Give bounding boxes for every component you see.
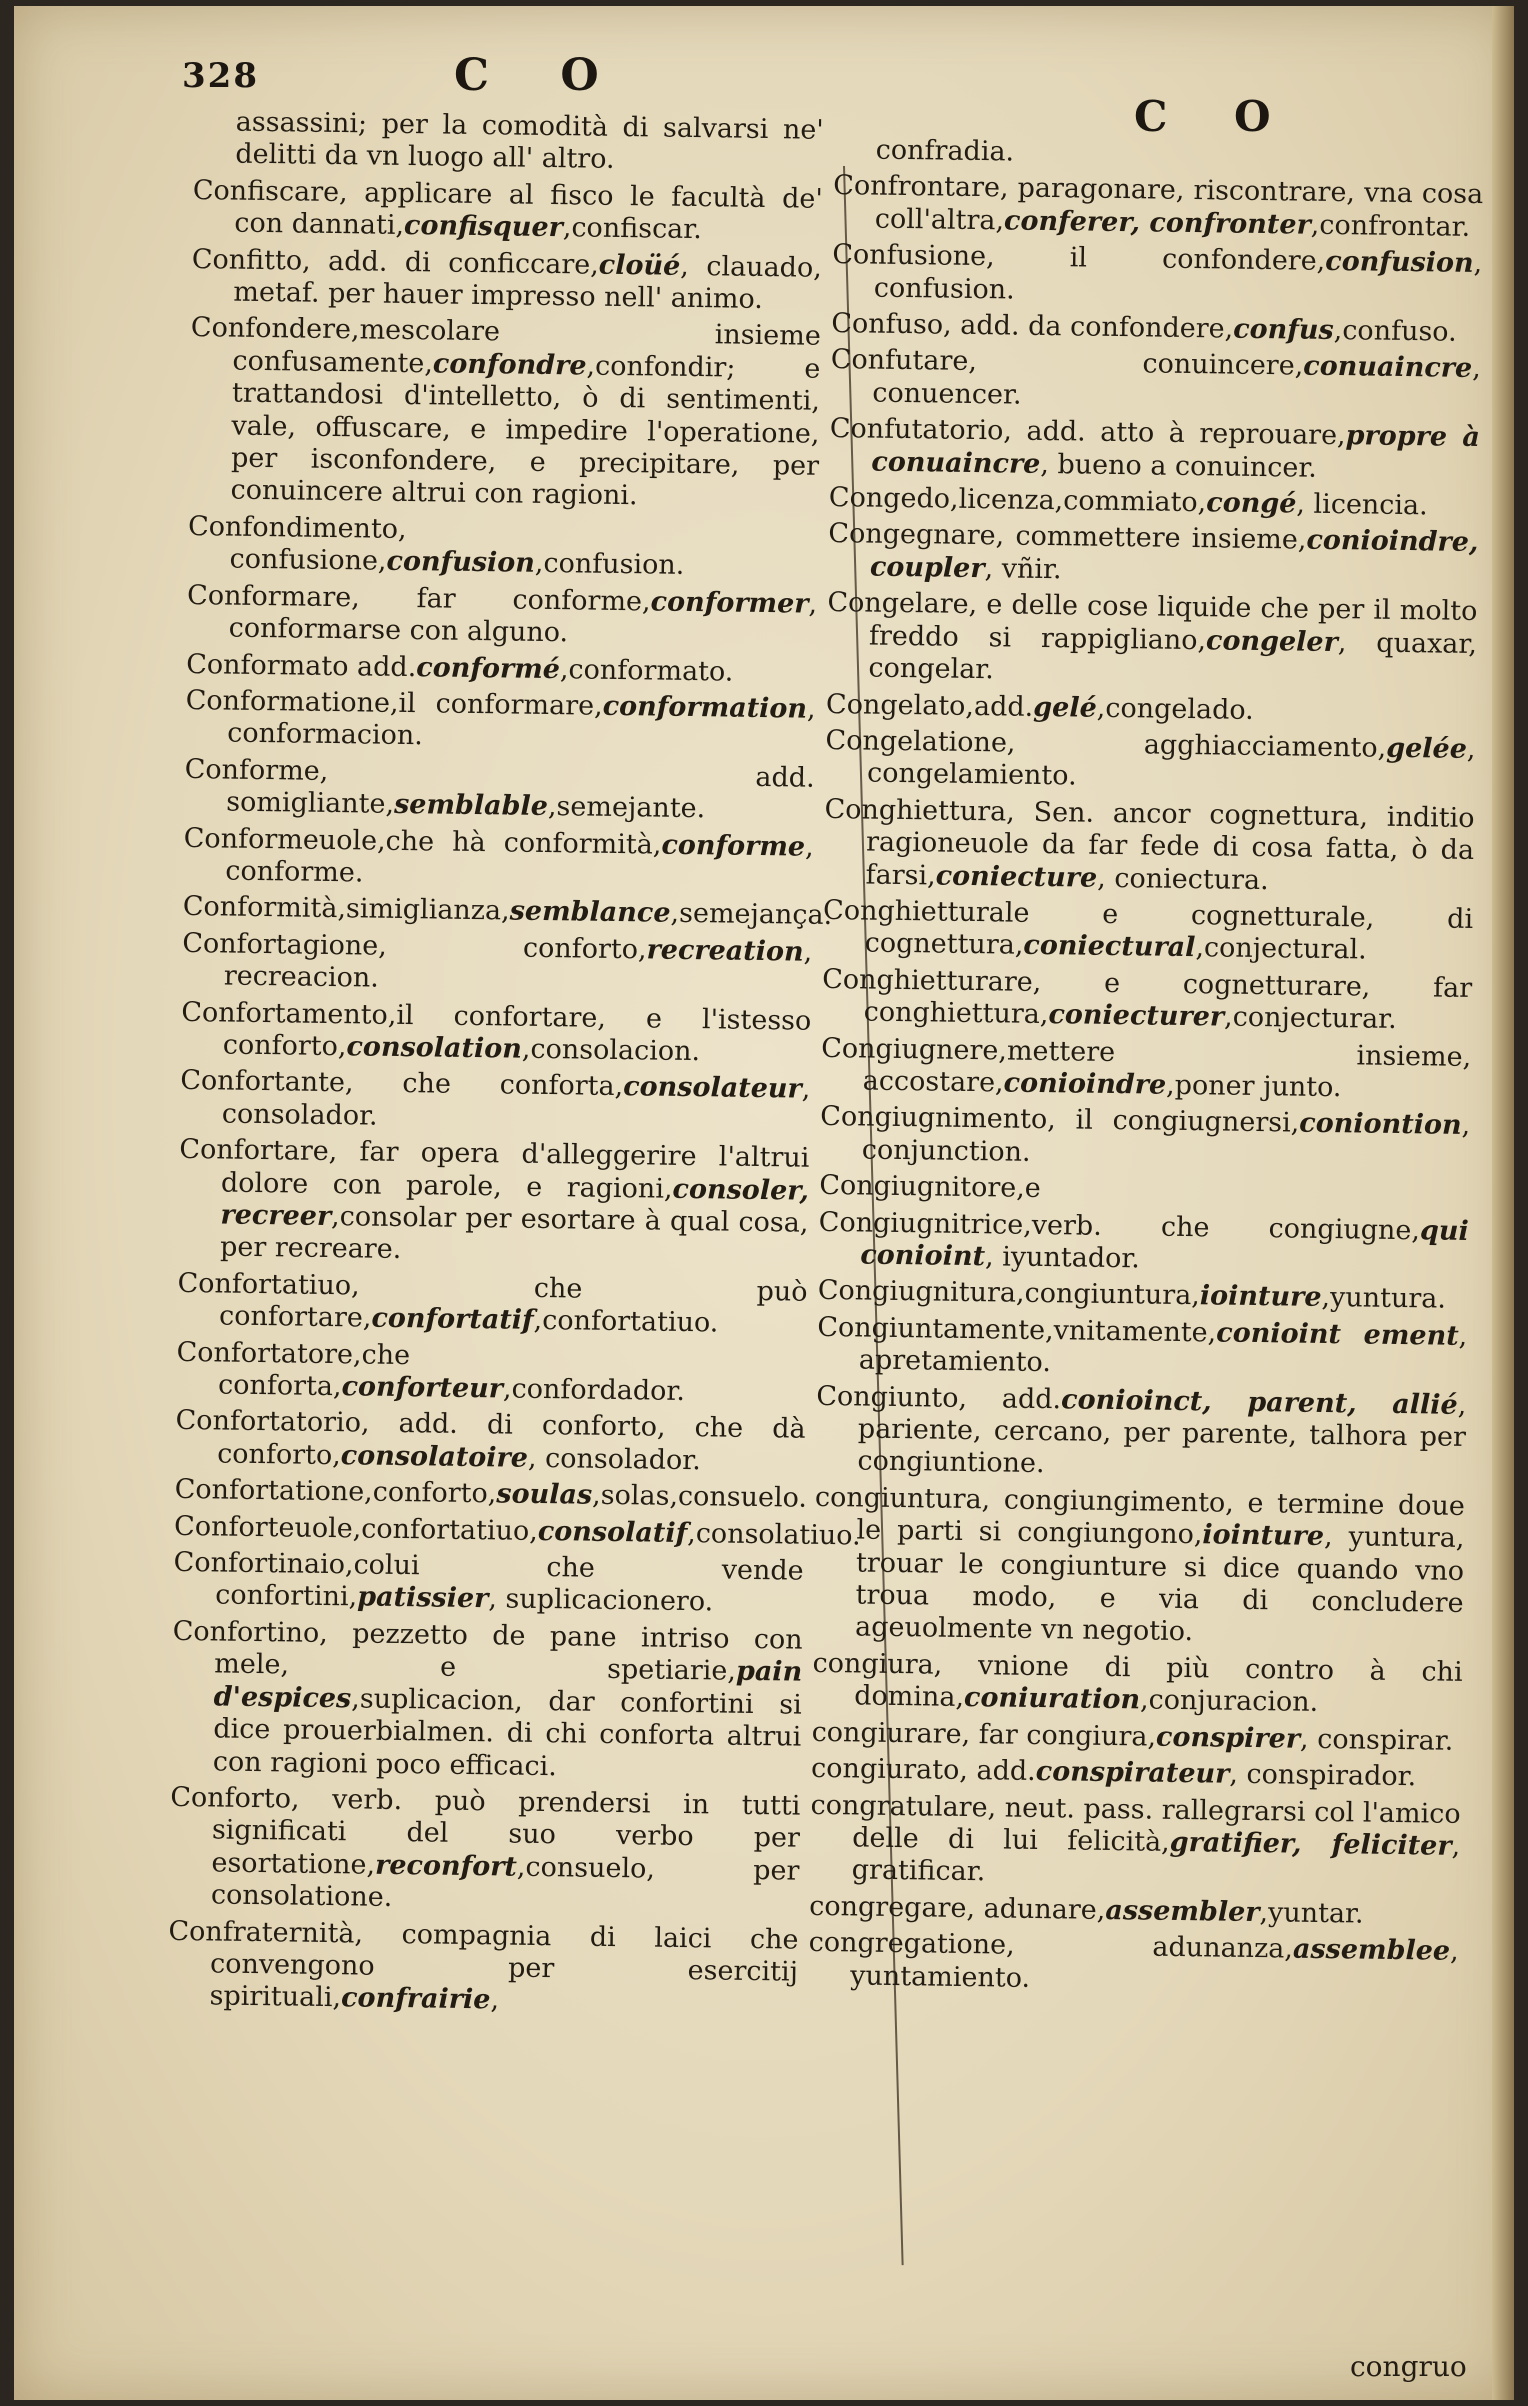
entry-french: coniontion xyxy=(1299,1107,1462,1142)
entry-definition: add. xyxy=(348,650,417,683)
entry-french: confortatif xyxy=(371,1302,534,1337)
entry-definition: ,simiglianza, xyxy=(337,893,510,927)
dictionary-entry xyxy=(171,1616,803,1787)
entry-spanish: , conjunction. xyxy=(861,1110,1471,1168)
entry-headword: congiurato xyxy=(810,1752,960,1787)
entry-spanish: , apretamiento. xyxy=(858,1320,1468,1379)
entry-headword: congratulare xyxy=(810,1789,988,1823)
entry-headword: Congegnare xyxy=(828,518,996,552)
entry-spanish: ,conjuracion. xyxy=(1139,1684,1319,1719)
entry-spanish: ,conjectural. xyxy=(1195,932,1367,966)
entry-french: conferer, confronter xyxy=(1003,205,1312,241)
entry-headword: congregatione xyxy=(808,1926,1007,1961)
entry-definition: ,verb. che congiugne, xyxy=(1022,1209,1421,1246)
dictionary-entry xyxy=(826,688,1476,729)
dictionary-entry xyxy=(186,580,817,654)
dictionary-entry xyxy=(188,312,821,515)
entry-headword: congiuntura xyxy=(814,1481,982,1516)
page-number: 328 xyxy=(182,56,259,96)
entry-french: assembler xyxy=(1105,1894,1260,1928)
dictionary-entry xyxy=(828,518,1479,592)
left-column xyxy=(167,106,861,2025)
entry-headword: Conformatione xyxy=(185,684,391,719)
entry-french: gelée xyxy=(1385,732,1468,765)
entry-definition: ,il conformare, xyxy=(389,687,603,722)
entry-definition: ,vnitamente, xyxy=(1044,1314,1217,1349)
entry-definition: , il congiugnersi, xyxy=(1047,1104,1300,1139)
entry-headword: Confortatore xyxy=(176,1336,354,1370)
entry-headword: Confrontare xyxy=(833,170,1001,204)
entry-french: confisquer xyxy=(403,210,564,244)
entry-spanish: , conspirador. xyxy=(1229,1758,1417,1793)
entry-spanish: , conuencer. xyxy=(872,353,1481,411)
entry-headword: Congiunto xyxy=(816,1380,959,1414)
entry-french: conioint ement xyxy=(1216,1317,1459,1352)
entry-french: conformé xyxy=(416,651,561,685)
entry-spanish: , gratificar. xyxy=(851,1830,1461,1888)
entry-headword: congregare xyxy=(809,1890,967,1924)
entry-spanish: ,congelado. xyxy=(1096,692,1254,726)
dictionary-entry xyxy=(167,1915,798,2021)
entry-french: cloüé xyxy=(598,249,681,282)
entry-headword: Conghiettura xyxy=(824,793,1007,828)
entry-definition: , e cognetturare, far conghiettura, xyxy=(863,966,1473,1031)
entry-definition: , verb. può prendersi in tutti significati del suo verbo per esortatione, xyxy=(211,1783,801,1881)
dictionary-entry xyxy=(829,482,1479,523)
entry-headword: Conformità xyxy=(182,891,338,925)
right-column xyxy=(808,134,1484,2005)
entry-headword: Congedo xyxy=(828,482,951,515)
entry-french: conforme xyxy=(661,829,806,863)
entry-spanish: ,confiscar. xyxy=(562,212,703,246)
dictionary-entry xyxy=(183,822,814,896)
dictionary-entry xyxy=(192,175,823,249)
entry-spanish: , conformacion. xyxy=(227,693,816,752)
dictionary-entry xyxy=(812,1648,1463,1722)
entry-headword: Confortamento xyxy=(181,996,389,1031)
entry-definition: assassini; per la comodità di salvarsi ne' delitti da vn luogo all' altro. xyxy=(235,106,824,176)
entry-definition: , Sen. ancor cognettura, inditio ragioneuole da far fede di cosa fatta, ò da farsi, xyxy=(865,796,1475,892)
entry-headword: Confuso xyxy=(831,308,944,341)
entry-spanish: , licencia. xyxy=(1296,488,1428,522)
dictionary-entry xyxy=(826,587,1477,693)
dictionary-entry xyxy=(811,1717,1461,1758)
entry-french: coniuration xyxy=(963,1682,1141,1716)
entry-french: conuaincre xyxy=(1303,351,1473,385)
entry-french: iointure xyxy=(1202,1519,1325,1553)
dictionary-entry xyxy=(811,1753,1461,1794)
entry-french: confusion xyxy=(1325,246,1474,280)
dictionary-entry xyxy=(185,685,816,759)
dictionary-entry xyxy=(174,1474,808,1515)
entry-french: recreation xyxy=(646,934,804,968)
entry-spanish: ,confrontar. xyxy=(1310,209,1471,243)
entry-spanish: ,poner junto. xyxy=(1165,1069,1342,1104)
entry-french: gelé xyxy=(1033,691,1097,724)
entry-headword: Congelatione xyxy=(825,724,1008,759)
entry-definition: e cognetturale, di cognettura, xyxy=(864,897,1474,962)
entry-headword: Confutatorio xyxy=(829,413,1004,447)
entry-french: congé xyxy=(1206,487,1297,520)
entry-spanish: , yuntura, trouar le congiunture si dice quando vno troua modo, e via di concludere ageuolmente vn negotio. xyxy=(854,1521,1465,1648)
dictionary-entry xyxy=(813,1482,1465,1653)
entry-french: confusion xyxy=(386,546,536,580)
entry-headword: Confondere xyxy=(190,312,352,346)
entry-definition: , e delle cose liquide che per il molto freddo si rappigliano, xyxy=(868,589,1478,656)
entry-headword: congiurare xyxy=(811,1716,962,1750)
entry-headword: Confortatiuo xyxy=(177,1267,352,1302)
entry-spanish: ,confortatiuo. xyxy=(533,1305,719,1339)
entry-definition: ,il confortare, e l'istesso conforto, xyxy=(222,999,812,1063)
entry-definition: , adunanza, xyxy=(1005,1929,1294,1965)
entry-spanish: ,yuntura. xyxy=(1321,1282,1447,1316)
dictionary-entry xyxy=(832,239,1483,313)
entry-definition: , far opera d'alleggerire l'altrui dolore con parole, e ragioni, xyxy=(220,1136,810,1205)
entry-french: gratifier, feliciter xyxy=(1169,1826,1452,1862)
entry-french: reconfort xyxy=(374,1849,518,1883)
entry-headword: Congiugnitore xyxy=(819,1170,1017,1204)
entry-headword: Conformeuole xyxy=(183,822,378,857)
entry-french: conforteur xyxy=(341,1371,504,1405)
entry-spanish: ,confondir; e trattandosi d'intelletto, ò di sentimenti, vale, offuscare, e impedire l'operatione, per isconfondere, e precipitare, per conuincere altrui con ragioni. xyxy=(230,350,821,512)
entry-definition: , add. somigliante, xyxy=(226,755,815,820)
dictionary-entry xyxy=(173,1510,861,1552)
entry-definition: , far conforme, xyxy=(350,581,651,618)
dictionary-entry xyxy=(829,413,1480,487)
dictionary-entry xyxy=(810,1789,1461,1895)
entry-definition: , add. da confondere, xyxy=(942,309,1234,345)
page-gutter xyxy=(1492,6,1514,2400)
entry-definition: , confusione, xyxy=(229,513,407,578)
entry-headword: Confortante xyxy=(180,1065,346,1099)
entry-definition: ,e xyxy=(1016,1172,1041,1205)
entry-definition: , far congiura, xyxy=(961,1718,1157,1753)
entry-spanish: , coniectura. xyxy=(1096,862,1269,896)
entry-french: patissier xyxy=(356,1581,489,1615)
entry-spanish: ,confusion. xyxy=(534,548,685,582)
entry-headword: Conformare xyxy=(186,579,352,613)
entry-french: coniecturer xyxy=(1048,999,1225,1033)
entry-definition: , paragonare, riscontrare, vna cosa coll'altra, xyxy=(874,172,1484,237)
entry-spanish: , recreacion. xyxy=(223,936,813,994)
entry-spanish: ,confordador. xyxy=(502,1373,686,1408)
entry-spanish: ,conformato. xyxy=(559,653,734,688)
entry-spanish: , xyxy=(490,1984,500,2016)
entry-definition: ,congiuntura, xyxy=(1015,1278,1201,1312)
entry-headword: Confortagione xyxy=(182,927,379,962)
entry-definition: , il confondere, xyxy=(985,241,1326,278)
dictionary-entry xyxy=(833,170,1484,244)
entry-headword: Confitto xyxy=(191,243,303,277)
entry-definition: , compagnia di laici che convengono per esercitij spirituali, xyxy=(209,1917,799,2014)
entry-spanish: ,yuntar. xyxy=(1259,1896,1364,1930)
entry-spanish: , congelamiento. xyxy=(866,733,1476,792)
entry-spanish: ,conjecturar. xyxy=(1223,1001,1397,1036)
entry-headword: Confusione xyxy=(832,239,987,273)
entry-definition: , add. atto à reprouare, xyxy=(1003,415,1346,452)
entry-definition: , conuincere, xyxy=(968,346,1304,383)
dictionary-entry xyxy=(173,1547,804,1621)
entry-french: coniecture xyxy=(935,860,1098,894)
dictionary-entry xyxy=(178,1134,810,1272)
dictionary-entry xyxy=(819,1170,1469,1211)
entry-definition: , commettere insieme, xyxy=(995,520,1307,557)
entry-headword: Confiscare xyxy=(192,174,340,208)
entry-spanish: ,confuso. xyxy=(1333,315,1457,348)
entry-spanish: ,consolatiuo. xyxy=(687,1517,861,1552)
dictionary-entry xyxy=(815,1381,1466,1487)
entry-french: assemblee xyxy=(1292,1933,1451,1967)
entry-definition: , conforto, xyxy=(378,930,647,966)
entry-spanish: ,suplicacion, dar confortini si dice prouerbialmen. di chi conforta altrui con ragioni poco efficaci. xyxy=(212,1683,802,1782)
entry-french: conspirer xyxy=(1155,1721,1301,1755)
entry-headword: Congiugnimento xyxy=(820,1101,1048,1136)
entry-definition: ,conforto, xyxy=(363,1476,497,1510)
dictionary-entry xyxy=(169,1782,801,1920)
entry-french: confus xyxy=(1232,313,1334,347)
entry-french: conioindre, coupler xyxy=(869,525,1479,585)
entry-spanish: ,semejança. xyxy=(670,898,833,932)
dictionary-page xyxy=(14,6,1514,2400)
entry-headword: Conforto xyxy=(170,1781,292,1815)
running-head-right: C O xyxy=(1134,92,1297,141)
dictionary-entry xyxy=(830,344,1481,418)
entry-french: conioindre xyxy=(1003,1067,1167,1101)
entry-definition: , add. di conforto, che dà conforto, xyxy=(216,1407,806,1472)
entry-definition: , che può confortare, xyxy=(218,1270,808,1334)
entry-definition: ,che hà conformità, xyxy=(376,825,662,861)
entry-headword: Conforteuole xyxy=(173,1510,353,1545)
entry-french: conformer xyxy=(650,586,809,620)
entry-headword: Congiugnitura xyxy=(817,1275,1017,1310)
entry-headword: Conformato xyxy=(185,648,349,682)
entry-headword: Congiuntamente xyxy=(817,1311,1046,1346)
dictionary-entry xyxy=(191,244,822,318)
entry-headword: Conghietturale xyxy=(822,894,1030,929)
entry-french: consolatoire xyxy=(340,1440,529,1474)
entry-french: consolation xyxy=(346,1031,523,1065)
entry-spanish: , conformarse con alguno. xyxy=(228,588,818,649)
entry-definition: , adunare, xyxy=(966,1892,1106,1926)
entry-definition: , add. xyxy=(959,1755,1036,1788)
entry-headword: Confortatione xyxy=(174,1474,365,1508)
dictionary-entry xyxy=(817,1312,1468,1386)
entry-definition: confradia. xyxy=(875,134,1015,168)
running-head-left: C O xyxy=(454,50,627,101)
entry-spanish: , consolador. xyxy=(527,1442,701,1477)
entry-headword: Congiugnitrice xyxy=(818,1206,1024,1241)
dictionary-entry xyxy=(823,794,1474,900)
entry-definition: , pezzetto de pane intriso con mele, e spetiarie, xyxy=(214,1617,803,1687)
entry-definition: ,confortatiuo, xyxy=(352,1513,539,1547)
entry-headword: Confortare xyxy=(179,1134,329,1168)
entry-definition: , agghiacciamento, xyxy=(1006,727,1387,764)
dictionary-entry xyxy=(180,1065,811,1139)
entry-french: pain d'espices xyxy=(213,1656,803,1715)
entry-french: qui conioint xyxy=(860,1214,1469,1273)
dictionary-entry xyxy=(182,891,833,932)
entry-headword: Congelato xyxy=(825,688,966,722)
entry-headword: Congelare xyxy=(827,587,969,621)
dictionary-entry xyxy=(809,1891,1459,1932)
entry-headword: Confraternità xyxy=(168,1915,355,1949)
entry-spanish: , quaxar, congelar. xyxy=(868,626,1478,686)
entry-spanish: ,consolar per esortare à qual cosa, per recreare. xyxy=(219,1201,809,1266)
entry-headword: Conghietturare xyxy=(821,963,1033,998)
dictionary-entry xyxy=(820,1101,1471,1175)
dictionary-entry xyxy=(193,106,824,180)
entry-spanish: ,semejante. xyxy=(547,791,706,825)
entry-french: confondre xyxy=(432,348,587,382)
entry-definition: ,che conforta, xyxy=(217,1338,411,1403)
entry-definition: ,colui che vende confortini, xyxy=(214,1549,804,1613)
entry-spanish: , confusion. xyxy=(873,248,1483,306)
dictionary-entry xyxy=(822,895,1473,969)
entry-french: propre à conuaincre xyxy=(871,420,1481,480)
dictionary-entry xyxy=(818,1206,1469,1280)
entry-spanish: , bueno a conuincer. xyxy=(1040,448,1318,484)
entry-french: iointure xyxy=(1199,1280,1322,1314)
catchword: congruo xyxy=(1350,2350,1467,2383)
entry-spanish: , pariente, cercano, per parente, talhora per congiuntione. xyxy=(857,1389,1467,1480)
entry-spanish: ,consolacion. xyxy=(521,1033,701,1068)
entry-french: semblable xyxy=(393,788,549,823)
dictionary-entry xyxy=(831,308,1481,349)
entry-french: consolateur xyxy=(622,1071,802,1105)
dictionary-entry xyxy=(175,1405,806,1479)
dictionary-entry xyxy=(187,511,818,585)
entry-spanish: , conforme. xyxy=(225,831,814,889)
entry-spanish: , iyuntador. xyxy=(984,1241,1141,1275)
entry-headword: Confortino xyxy=(172,1615,320,1649)
entry-headword: Conforme xyxy=(184,753,320,787)
dictionary-entry xyxy=(177,1268,808,1342)
entry-headword: Confutare xyxy=(830,344,969,378)
dictionary-entry xyxy=(821,1032,1472,1106)
dictionary-entry xyxy=(822,964,1473,1038)
entry-definition: ,add. xyxy=(965,690,1034,723)
entry-headword: Confortatorio xyxy=(175,1405,362,1439)
entry-definition: ,licenza,commiato, xyxy=(949,483,1207,519)
entry-headword: Confortinaio xyxy=(173,1546,346,1581)
dictionary-entry xyxy=(184,754,815,828)
entry-definition: , vnione di più contro à chi domina, xyxy=(853,1649,1463,1714)
dictionary-entry xyxy=(834,134,1484,175)
entry-definition: , che conforta, xyxy=(344,1067,624,1103)
entry-french: conformation xyxy=(602,690,808,725)
entry-definition: , add. xyxy=(958,1382,1062,1415)
entry-definition: , add. di conficcare, xyxy=(301,245,600,281)
entry-definition: ,mescolare insieme confusamente, xyxy=(232,314,822,380)
dictionary-entry xyxy=(818,1275,1468,1316)
entry-definition: , neut. pass. rallegrarsi col l'amico delle di lui felicità, xyxy=(851,1791,1461,1858)
entry-definition: , applicare al fisco le facultà de' con dannati, xyxy=(234,176,823,242)
entry-spanish: , suplicacionero. xyxy=(488,1583,714,1618)
dictionary-entry xyxy=(808,1927,1459,2001)
dictionary-entry xyxy=(181,996,812,1070)
entry-spanish: ,consuelo, per consolatione. xyxy=(210,1851,800,1914)
entry-french: coniectural xyxy=(1023,930,1196,964)
entry-spanish: , consolador. xyxy=(221,1073,811,1132)
dictionary-entry xyxy=(176,1337,807,1411)
dictionary-entry xyxy=(182,928,813,1002)
entry-spanish: , clauado, metaf. per hauer impresso nell' animo. xyxy=(233,250,823,315)
entry-definition: ,mettere insieme, accostare, xyxy=(862,1034,1472,1099)
entry-spanish: ,solas,consuelo. xyxy=(591,1479,808,1514)
dictionary-entry xyxy=(825,725,1476,799)
entry-french: conspirateur xyxy=(1035,1756,1230,1790)
entry-definition: , congiungimento, e termine doue le parti si congiungono, xyxy=(856,1484,1466,1551)
entry-spanish: , yuntamiento. xyxy=(850,1935,1459,1994)
entry-headword: congiura xyxy=(812,1647,934,1681)
entry-french: conioinct, parent, allié xyxy=(1060,1383,1458,1421)
entry-spanish: , vñir. xyxy=(984,553,1062,586)
entry-headword: Congiugnere xyxy=(821,1032,999,1066)
entry-french: semblance xyxy=(509,895,671,930)
entry-spanish: , conspirar. xyxy=(1299,1723,1454,1757)
entry-french: soulas xyxy=(496,1478,593,1511)
entry-french: confrairie xyxy=(340,1982,491,2016)
dictionary-entry xyxy=(186,648,816,689)
entry-french: consoler, recreer xyxy=(220,1173,810,1233)
entry-french: congeler xyxy=(1205,624,1339,658)
entry-headword: Confondimento xyxy=(187,510,399,545)
entry-french: consolatif xyxy=(537,1515,688,1549)
